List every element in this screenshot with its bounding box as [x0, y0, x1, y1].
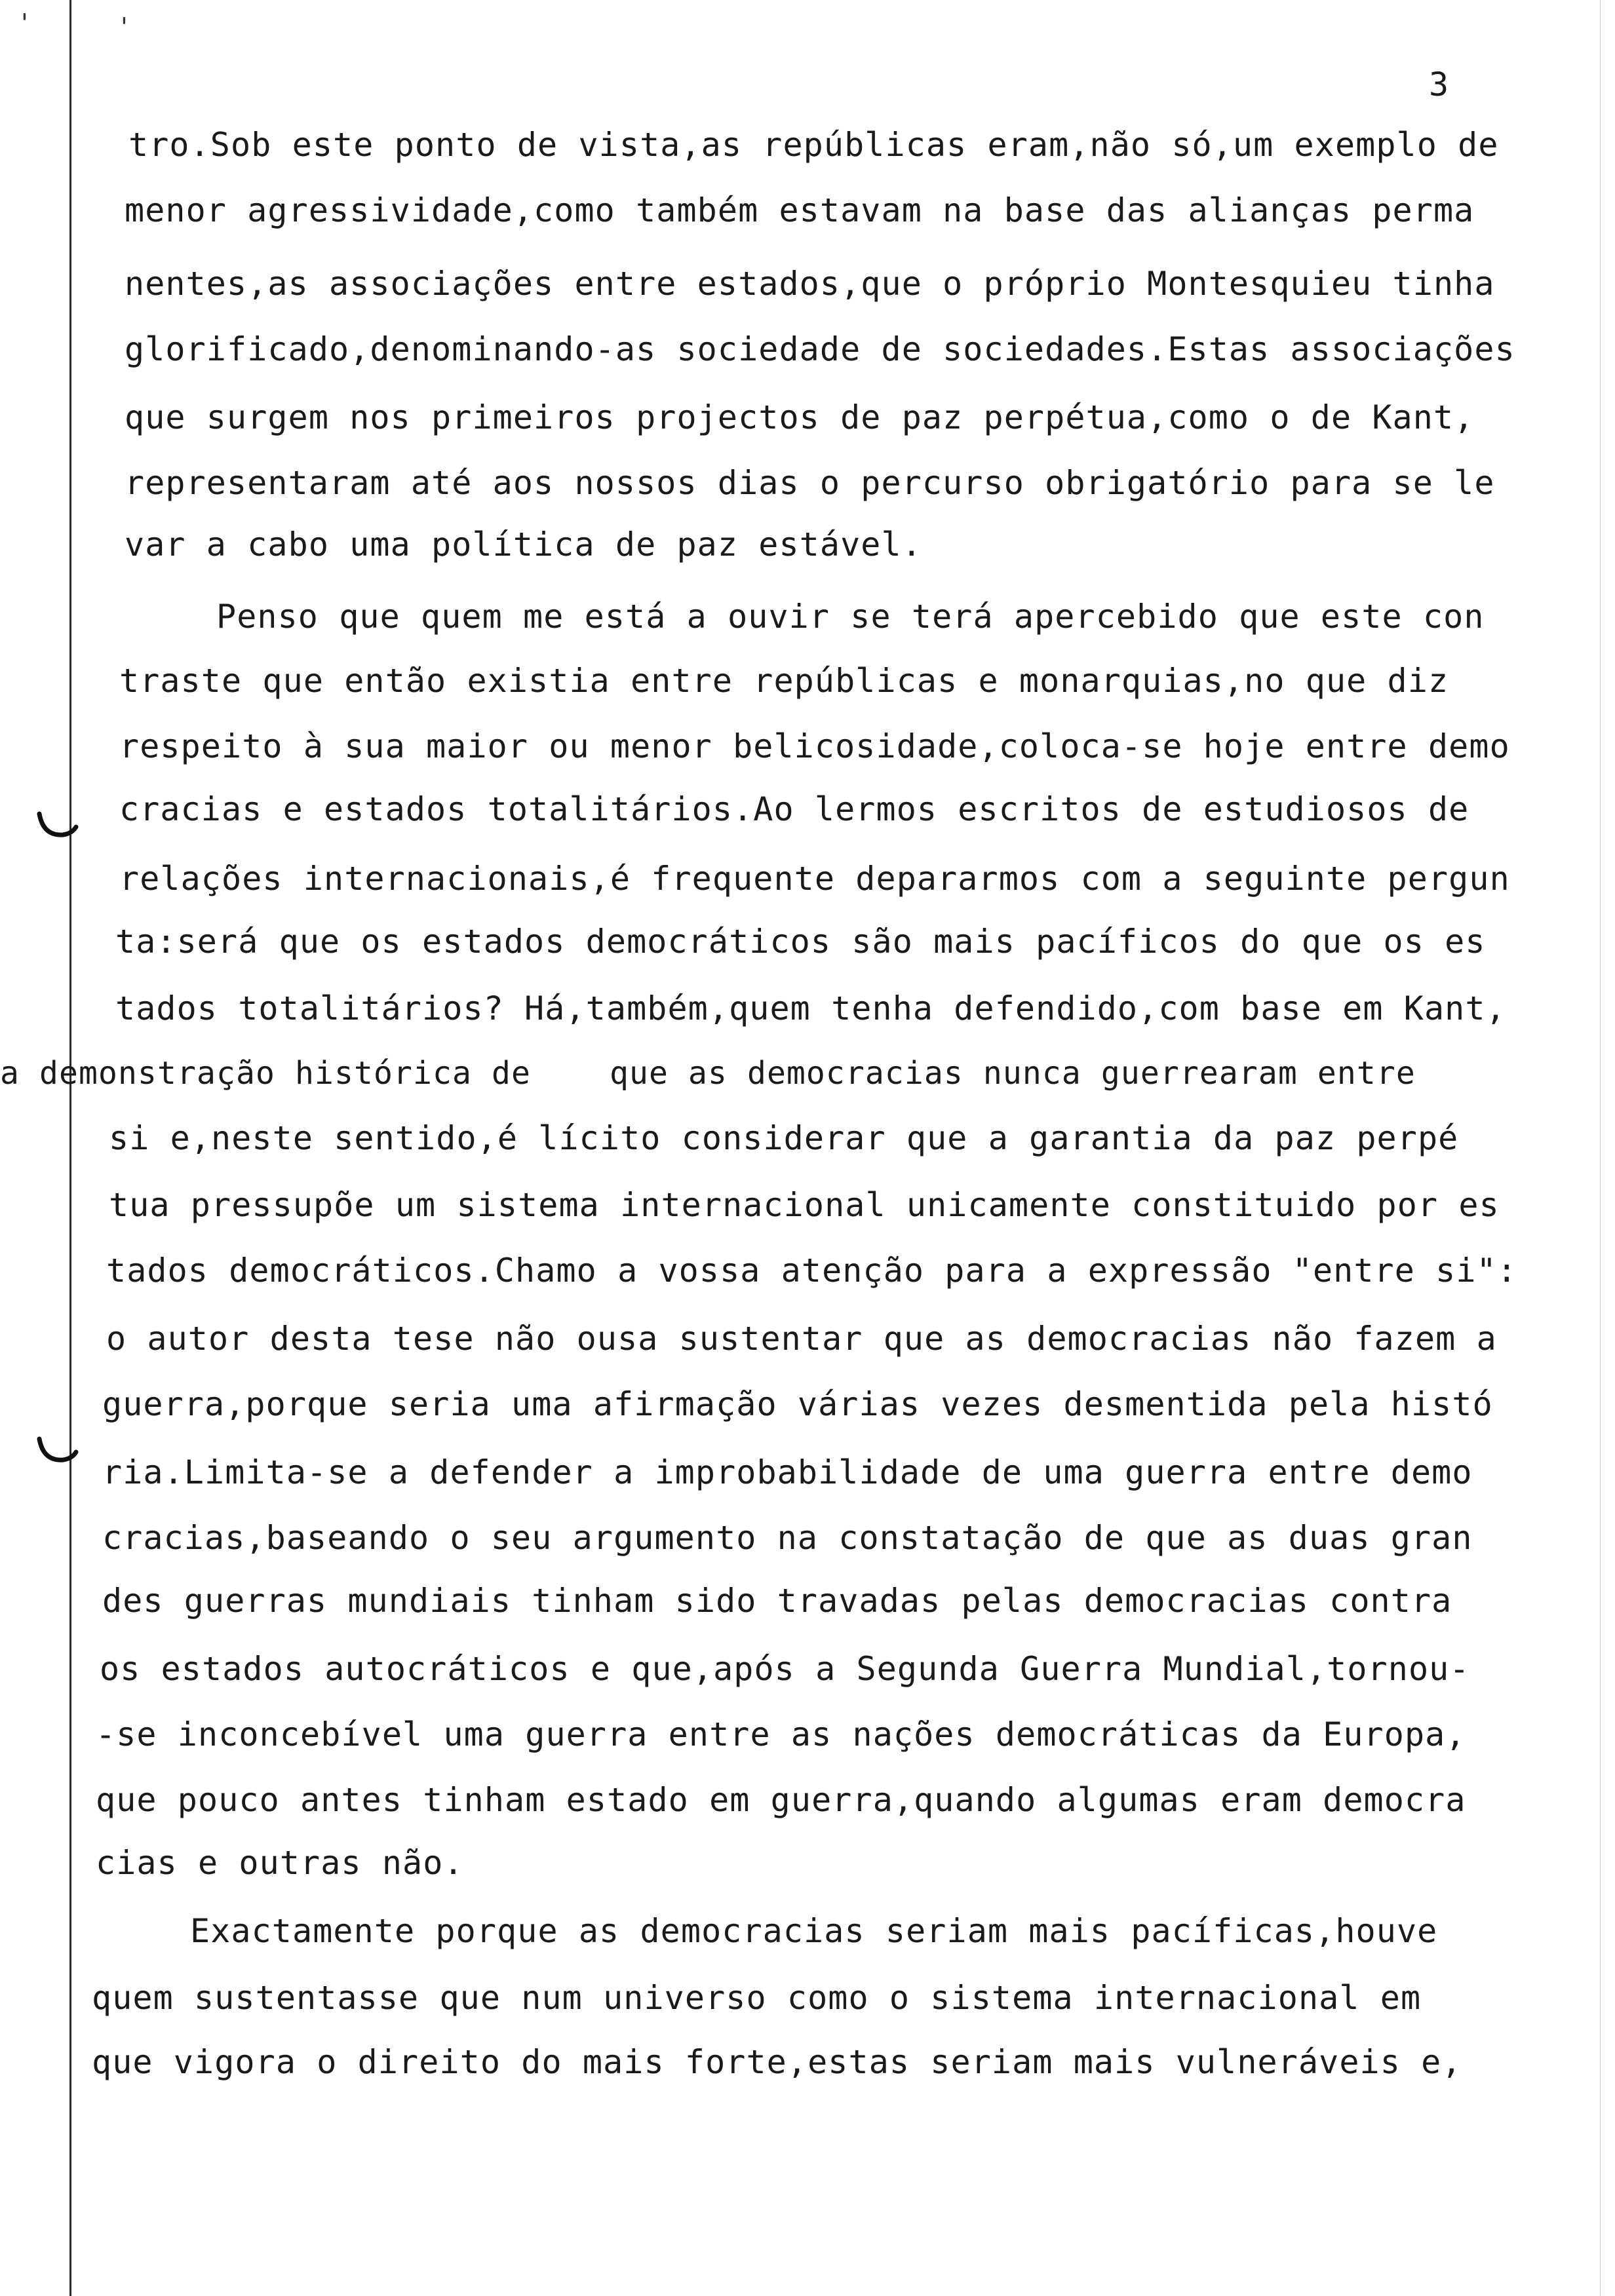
text-line: ta:será que os estados democráticos são mais pacíficos do que os es — [115, 923, 1486, 961]
text-line: que surgem nos primeiros projectos de paz perpétua,como o de Kant, — [125, 398, 1475, 436]
text-line: var a cabo uma política de paz estável. — [125, 526, 922, 564]
text-line: traste que então existia entre repúblicas e monarquias,no que diz — [119, 662, 1449, 700]
text-line: glorificado,denominando-as sociedade de sociedades.Estas associações — [125, 330, 1515, 368]
text-line: nentes,as associações entre estados,que o próprio Montesquieu tinha — [125, 265, 1495, 303]
text-line: Penso que quem me está a ouvir se terá apercebido que este con — [216, 598, 1485, 636]
text-line: a demonstração histórica de que as democracias nunca guerrearam entre — [0, 1055, 1416, 1092]
text-line: ria.Limita-se a defender a improbabilidade de uma guerra entre demo — [102, 1453, 1473, 1491]
page-number: 3 — [1429, 66, 1449, 104]
handwritten-check-mark — [34, 807, 80, 847]
text-line: que pouco antes tinham estado em guerra,quando algumas eram democra — [96, 1781, 1466, 1819]
margin-rule — [69, 0, 71, 2296]
handwritten-check-mark — [34, 1432, 80, 1472]
text-line: cracias e estados totalitários.Ao lermos escritos de estudiosos de — [119, 790, 1469, 828]
margin-speck: ' — [17, 9, 32, 37]
text-line: des guerras mundiais tinham sido travadas pelas democracias contra — [102, 1582, 1452, 1620]
text-line: -se inconcebível uma guerra entre as nações democráticas da Europa, — [96, 1715, 1466, 1753]
text-line: respeito à sua maior ou menor belicosidade,coloca-se hoje entre demo — [119, 727, 1510, 765]
text-line: Exactamente porque as democracias seriam mais pacíficas,houve — [190, 1912, 1438, 1950]
text-line: tados totalitários? Há,também,quem tenha defendido,com base em Kant, — [115, 989, 1506, 1027]
text-line: tro.Sob este ponto de vista,as repúblicas eram,não só,um exemplo de — [128, 126, 1499, 164]
text-line: tua pressupõe um sistema internacional unicamente constituido por es — [109, 1186, 1500, 1224]
text-line: guerra,porque seria uma afirmação várias vezes desmentida pela histó — [102, 1385, 1493, 1423]
text-line: que vigora o direito do mais forte,estas seriam mais vulneráveis e, — [92, 2043, 1462, 2081]
page-edge — [1600, 0, 1601, 2296]
text-line: menor agressividade,como também estavam na base das alianças perma — [125, 191, 1475, 229]
text-line: relações internacionais,é frequente depararmos com a seguinte pergun — [119, 860, 1510, 898]
text-line: cias e outras não. — [96, 1844, 464, 1882]
text-line: os estados autocráticos e que,após a Segunda Guerra Mundial,tornou- — [100, 1650, 1470, 1688]
text-line: o autor desta tese não ousa sustentar que as democracias não fazem a — [106, 1320, 1497, 1358]
text-line: representaram até aos nossos dias o percurso obrigatório para se le — [125, 464, 1495, 502]
margin-speck: ' — [117, 12, 132, 41]
text-line: si e,neste sentido,é lícito considerar que a garantia da paz perpé — [109, 1119, 1459, 1157]
text-line: tados democráticos.Chamo a vossa atenção para a expressão "entre si": — [106, 1252, 1517, 1290]
text-line: quem sustentasse que num universo como o sistema internacional em — [92, 1979, 1422, 2017]
text-line: cracias,baseando o seu argumento na constatação de que as duas gran — [102, 1519, 1473, 1557]
